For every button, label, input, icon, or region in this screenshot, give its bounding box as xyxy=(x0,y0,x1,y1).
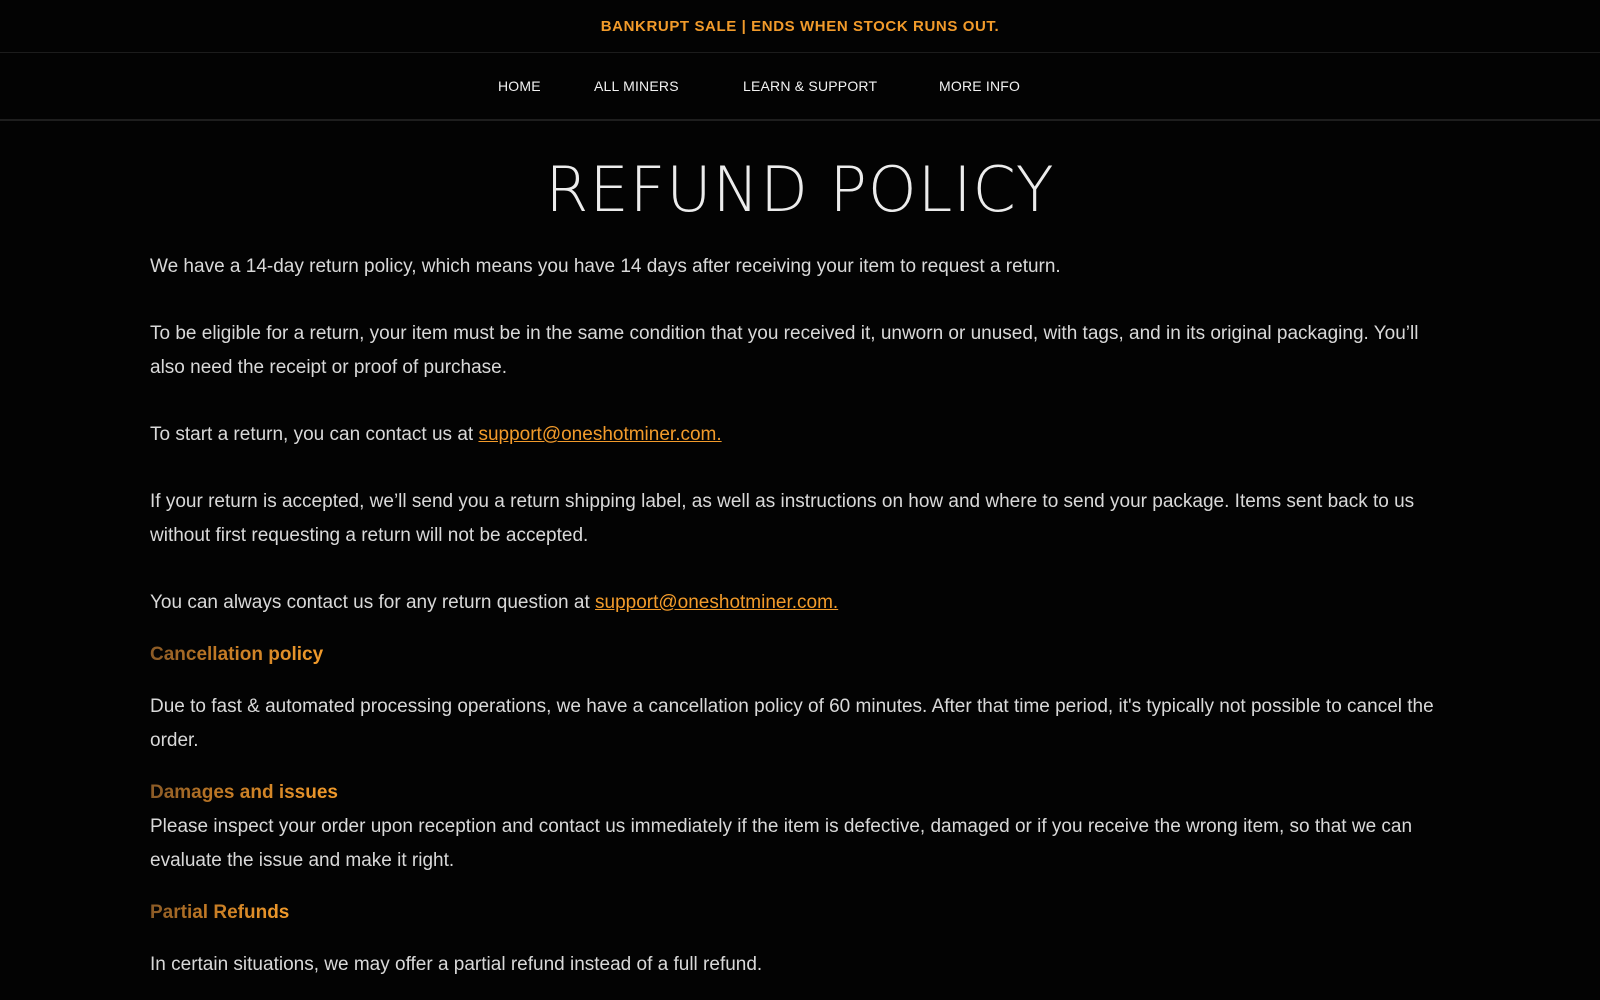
support-email-link[interactable]: support@oneshotminer.com. xyxy=(478,424,722,445)
support-email-link-2[interactable]: support@oneshotminer.com. xyxy=(595,592,839,613)
damages-text: Please inspect your order upon reception and contact us immediately if the item is defective, damaged or if you receive the wrong item, so that we can evaluate the issue and make it right. xyxy=(150,816,1413,871)
partial-refunds-heading: Partial Refunds xyxy=(150,896,289,930)
policy-paragraph-contact xyxy=(150,586,1450,620)
contact-text: You can always contact us for any return question at xyxy=(150,592,596,613)
damages-heading: Damages and issues xyxy=(150,776,338,810)
cancellation-text: Due to fast & automated processing operations, we have a cancellation policy of 60 minutes. After that time period, it's typically not possible to cancel the order. xyxy=(150,696,1434,751)
nav-item-learn-support[interactable]: LEARN & SUPPORT xyxy=(743,78,878,94)
nav-item-home[interactable]: HOME xyxy=(498,78,541,94)
policy-paragraph-eligibility: To be eligible for a return, your item must be in the same condition that you received it, unworn or unused, with tags, and in its original packaging. You’ll also need the receipt or proof of purchase. xyxy=(150,323,1419,378)
announcement-bar xyxy=(0,0,1600,53)
damages-section xyxy=(150,776,1450,810)
policy-paragraph-start-return xyxy=(150,418,1450,452)
policy-content xyxy=(150,250,1450,982)
start-return-text: To start a return, you can contact us at xyxy=(150,424,479,445)
main-navigation xyxy=(0,53,1600,121)
nav-item-all-miners[interactable]: ALL MINERS xyxy=(594,78,679,94)
nav-item-more-info[interactable]: MORE INFO xyxy=(939,78,1021,94)
cancellation-heading: Cancellation policy xyxy=(150,638,323,672)
announcement-text: BANKRUPT SALE | ENDS WHEN STOCK RUNS OUT. xyxy=(600,17,1000,35)
partial-refunds-text: In certain situations, we may offer a partial refund instead of a full refund. xyxy=(150,954,763,975)
partial-refunds-section xyxy=(150,896,1450,930)
page-title: REFUND POLICY xyxy=(545,153,1055,226)
policy-paragraph-accepted-return: If your return is accepted, we’ll send you a return shipping label, as well as instructions on how and where to send your package. Items sent back to us without first requesting a return will not be accepted. xyxy=(150,491,1415,546)
cancellation-section xyxy=(150,638,1450,672)
policy-paragraph-return-window: We have a 14-day return policy, which means you have 14 days after receiving your item to request a return. xyxy=(150,256,1061,277)
